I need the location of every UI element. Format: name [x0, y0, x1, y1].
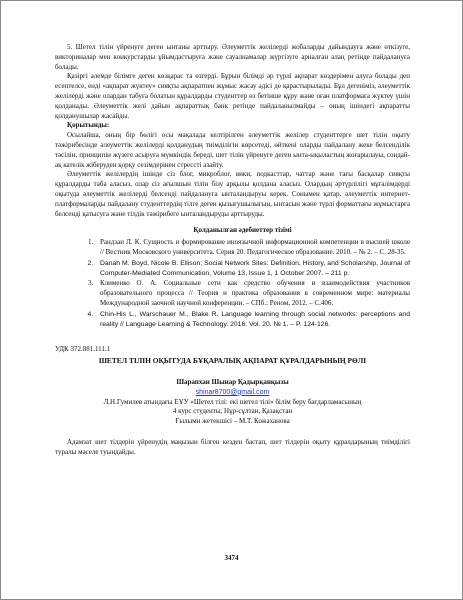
article-abstract: Адамзат шет тілдерін үйренудің маңызын білген кезден бастап, шет тілдерін оқыту құралдарының тиімділігі туралы мәселе туындайды. [55, 437, 410, 456]
reference-item: 1. Рандзан Л. К. Сущность и формирование иноязычной информационной компетенции в высшей школе // Вестник Московского университета. Серия 20. Педагогическое образование. 2010. – № 2. – С. 28-35. [95, 238, 410, 258]
reference-item: 3. Клименко О. А. Социальные сети как средство обучения и взаимодействия участников образовательного процесса // Теория и практика образования в современном мире: материалы Международной заочной научной конференции. – СПб.: Реном, 2012. – С.406. [95, 279, 410, 308]
paragraph-motivation: 5. Шетел тілін үйренуге деген ынтаны арттыру. Әлеуметтік желілерді жобаларды дайындауға және өткізуге, викториналар мен конкурстарды ұйымдастыруға және сауалнамалар жүргізуге арналған алаң ретінде пайдалануға болады. [55, 43, 410, 71]
author-email-link[interactable]: shinar8700@gmail.com [195, 388, 270, 396]
page-content [55, 43, 410, 457]
paragraph-tools: Әлеуметтік желілердің ішінде сіз блог, микроблог, вики, подкасттар, чаттар және тағы басқалар сияқты құралдарды таба аласыз, олар сіз ағылшын тілін бізу арқылы қолдана аласыз. Олардың әртүрлілігі мұғалімдерді оқытуда әлеуметтік желілерді белсенді пайдалануға ынталандыруы керек. Сонымен қатар, әлеуметтік интернет-платформаларды пайдалану студенттердің тілге деген қызығушылығын, ынтасын және түрлі форматтағы жұмыстарға белсенді қатысуға және тілдік тәжірибеге ынталандыруды арттыруды. [55, 170, 410, 218]
references-title: Қолданылған әдебиеттер тізімі [193, 226, 292, 235]
reference-item: 2. Danah M. Boyd, Nicole B. Ellison; Social Network Sites: Definition, History, and Scholarship, Journal of Computer-Mediated Communication, Volume 13, Issue 1, 1 October 2007. – 211 p. [95, 259, 410, 279]
page-number: 3474 [224, 554, 239, 562]
conclusion-heading: Қорытынды: [67, 121, 110, 130]
references-list [55, 238, 410, 329]
author-course: 4 курс студенты, Нұр-сұлтан, Қазақстан [172, 407, 293, 416]
paragraph-knowledge: Қазіргі әлемде білімге деген көзқарас та өзгерді. Бұрын білімді әр түрлі ақпарат көздерімен алуға болады деп есептелсе, енді «ақпарат жүктеу» сияқты ақпаратпен жұмыс жасау әдісі де қарастырылады. Бұл дегеніміз, әлеуметтік желілерді және олардан табуға болатын құралдарды студенттер өз бетінше құру және оған платформаға жүктеу үшін қолданады. Әлеуметтік желі дайын ақпараттық банк ретінде пайдаланылмайды – оның ішіндегі ақпаратты қолданушылар жасайды. [55, 72, 410, 120]
supervisor: Ғылыми жетекшісі – М.Т. Кожаханова [175, 417, 290, 426]
article-title: ШЕТЕЛ ТІЛІН ОҚЫТУДА БҰҚАРАЛЫҚ АҚПАРАТ ҚҰРАЛДАРЫНЫҢ РӨЛІ [98, 356, 367, 366]
reference-item: 4. Chin-His L., Warschauer M., Blake R. Language learning through social networks: perceptions and reality // Language Learning & Technology. 2016. Vol. 20. № 1. – P. 124-126. [95, 310, 410, 330]
paragraph-conclusion: Осылайша, оның бір бөлігі осы мақалада келтірілген әлеуметтік желілер студенттерге шет тілін оқыту тәжірибесінде әлеуметтік желілерді қолданудың тиімділігін көрсетеді, өйткені оларды пайдалану жеке белсенділік тәсілін, принципін жүзеге асыруға мүмкіндік береді, шет тілін үйренуге деген ынта-ықыластың жоғарылауы, сондай-ақ кателік жіберуден қорқу сезімдерінен стрессті азайту. [55, 131, 410, 169]
udc-code: УДК 372.881.111.1 [55, 345, 111, 354]
author-name: Шарапхан Шынар Қадырқанқызы [176, 377, 289, 386]
author-affiliation: Л.Н.Гумилев атындағы ЕҰУ «Шетел тілі: екі шетел тілі» білім беру бағдарламасының [103, 397, 362, 406]
